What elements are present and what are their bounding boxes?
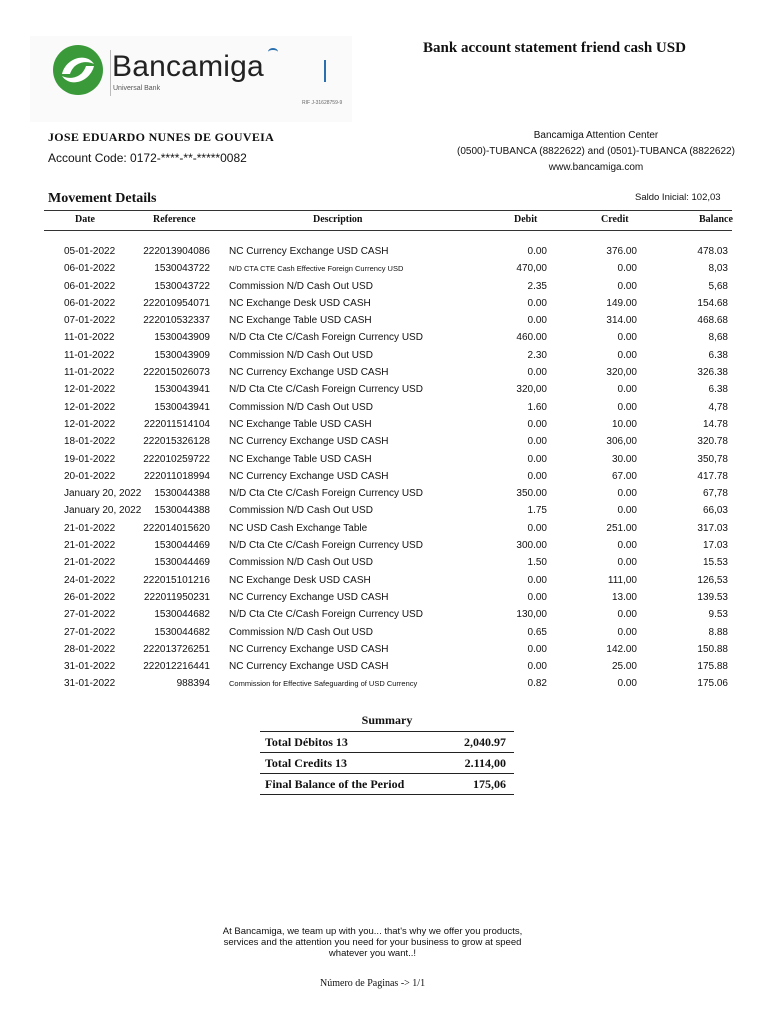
row-credit: 30.00 — [611, 453, 637, 465]
table-row — [0, 296, 768, 313]
footer-line-3: whatever you want..! — [328, 948, 417, 959]
row-description: NC Currency Exchange USD CASH — [229, 367, 389, 379]
header-debit: Debit — [514, 214, 538, 225]
row-reference: 1530044469 — [154, 557, 210, 569]
row-description: NC Exchange Desk USD CASH — [229, 574, 371, 586]
row-credit: 0.00 — [617, 332, 637, 344]
row-description: Commission N/D Cash Out USD — [229, 626, 373, 638]
row-date: 12-01-2022 — [64, 384, 116, 396]
row-credit: 0.00 — [617, 401, 637, 413]
row-balance: 4,78 — [708, 401, 728, 413]
table-row — [0, 676, 768, 693]
row-reference: 1530043722 — [154, 280, 210, 292]
row-description: N/D Cta Cte C/Cash Foreign Currency USD — [229, 384, 423, 396]
summary-row — [260, 752, 514, 773]
row-reference: 222015326128 — [143, 436, 210, 448]
row-reference: 1530044682 — [154, 626, 210, 638]
table-row — [0, 400, 768, 417]
header-date: Date — [75, 214, 95, 225]
row-reference: 1530044388 — [154, 505, 210, 517]
row-credit: 306,00 — [606, 436, 637, 448]
row-date: 28-01-2022 — [64, 643, 116, 655]
row-reference: 222010259722 — [143, 453, 210, 465]
header-description: Description — [313, 214, 363, 225]
row-description: NC Exchange Table USD CASH — [229, 315, 372, 327]
row-date: 31-01-2022 — [64, 678, 116, 690]
row-balance: 6.38 — [708, 384, 728, 396]
row-balance: 9.53 — [708, 609, 728, 621]
summary-label: Final Balance of the Period — [265, 777, 405, 791]
row-reference: 222011514104 — [144, 418, 210, 430]
row-debit: 350.00 — [516, 488, 547, 500]
summary-value: 2,040.97 — [464, 735, 506, 749]
account-code: Account Code: 0172-****-**-*****0082 — [48, 151, 247, 165]
row-credit: 0.00 — [617, 540, 637, 552]
table-row — [0, 625, 768, 642]
summary-row — [260, 731, 514, 752]
row-credit: 0.00 — [617, 349, 637, 361]
document-title: Bank account statement friend cash USD — [423, 40, 686, 56]
row-debit: 320,00 — [516, 384, 547, 396]
row-debit: 0.00 — [527, 470, 547, 482]
row-credit: 25.00 — [611, 661, 637, 673]
row-debit: 0.82 — [527, 678, 547, 690]
row-balance: 468.68 — [697, 315, 728, 327]
initial-balance: Saldo Inicial: 102,03 — [635, 192, 721, 203]
row-date: 21-01-2022 — [64, 540, 116, 552]
table-row — [0, 590, 768, 607]
row-balance: 150.88 — [697, 643, 728, 655]
table-row — [0, 452, 768, 469]
logo-divider — [110, 50, 111, 96]
row-date: 05-01-2022 — [64, 246, 116, 257]
row-credit: 10.00 — [611, 418, 637, 430]
table-row — [0, 503, 768, 520]
bancamiga-logo-icon — [52, 44, 104, 96]
summary-label: Total Credits 13 — [265, 756, 348, 770]
row-balance: 6.38 — [708, 349, 728, 361]
table-row — [0, 659, 768, 676]
table-row — [0, 365, 768, 382]
row-balance: 8.88 — [708, 626, 728, 638]
movement-table-body — [0, 244, 768, 694]
row-reference: 222011018994 — [144, 470, 210, 482]
client-name: JOSE EDUARDO NUNES DE GOUVEIA — [48, 130, 275, 144]
summary-row — [260, 773, 514, 795]
header-credit: Credit — [601, 214, 629, 225]
row-reference: 222015026073 — [143, 367, 210, 379]
row-date: 18-01-2022 — [64, 436, 116, 448]
row-debit: 300.00 — [516, 540, 547, 552]
table-row — [0, 313, 768, 330]
row-credit: 0.00 — [617, 280, 637, 292]
row-debit: 130,00 — [516, 609, 547, 621]
movement-details-title: Movement Details — [48, 191, 157, 206]
table-row — [0, 521, 768, 538]
table-row — [0, 279, 768, 296]
row-date: January 20, 2022 — [64, 505, 142, 517]
attention-title: Bancamiga Attention Center — [533, 130, 659, 141]
row-description: Commission N/D Cash Out USD — [229, 557, 373, 569]
table-row — [0, 486, 768, 503]
row-credit: 142.00 — [606, 643, 637, 655]
table-row — [0, 348, 768, 365]
row-description: NC Currency Exchange USD CASH — [229, 661, 389, 673]
attention-phones: (0500)-TUBANCA (8822622) and (0501)-TUBANCA (8822622) — [457, 146, 735, 157]
row-reference: 1530043909 — [154, 332, 210, 344]
row-reference: 1530043722 — [154, 263, 210, 275]
row-date: 31-01-2022 — [64, 661, 116, 673]
row-balance: 317.03 — [697, 522, 728, 534]
row-credit: 251.00 — [606, 522, 637, 534]
row-description: N/D Cta Cte C/Cash Foreign Currency USD — [229, 332, 423, 344]
row-description: NC USD Cash Exchange Table — [229, 522, 368, 534]
footer-message — [200, 926, 545, 959]
row-debit: 470,00 — [516, 263, 547, 275]
row-balance: 139.53 — [697, 591, 728, 603]
row-debit: 0.00 — [527, 643, 547, 655]
row-date: 19-01-2022 — [64, 453, 116, 465]
table-row — [0, 382, 768, 399]
row-credit: 0.00 — [617, 384, 637, 396]
row-debit: 2.30 — [527, 349, 547, 361]
row-date: 24-01-2022 — [64, 574, 116, 586]
row-balance: 8,68 — [708, 332, 728, 344]
row-date: 26-01-2022 — [64, 591, 116, 603]
row-credit: 149.00 — [606, 297, 637, 309]
row-reference: 1530043941 — [154, 384, 210, 396]
rif-number: RIF J-31628759-9 — [302, 100, 343, 106]
row-credit: 0.00 — [617, 678, 637, 690]
row-debit: 2.35 — [527, 280, 547, 292]
table-row — [0, 261, 768, 278]
row-credit: 0.00 — [617, 626, 637, 638]
row-description: N/D Cta Cte C/Cash Foreign Currency USD — [229, 609, 423, 621]
row-date: 06-01-2022 — [64, 263, 116, 275]
row-date: 11-01-2022 — [64, 332, 115, 344]
row-debit: 1.75 — [527, 505, 547, 517]
row-reference: 222011950231 — [144, 591, 210, 603]
row-debit: 0.00 — [527, 246, 547, 257]
row-description: NC Currency Exchange USD CASH — [229, 246, 389, 257]
row-description: N/D Cta Cte C/Cash Foreign Currency USD — [229, 540, 423, 552]
summary-title: Summary — [361, 713, 413, 727]
table-row — [0, 607, 768, 624]
row-debit: 0.00 — [527, 418, 547, 430]
row-balance: 175.88 — [697, 661, 728, 673]
row-credit: 0.00 — [617, 609, 637, 621]
row-date: January 20, 2022 — [64, 488, 142, 500]
summary-table — [260, 731, 514, 795]
row-debit: 0.00 — [527, 591, 547, 603]
row-date: 27-01-2022 — [64, 609, 116, 621]
row-reference: 222014015620 — [143, 522, 210, 534]
brand-name: Bancamiga — [112, 50, 264, 83]
row-debit: 0.00 — [527, 436, 547, 448]
row-balance: 350,78 — [697, 453, 728, 465]
row-balance: 15.53 — [702, 557, 728, 569]
table-row — [0, 434, 768, 451]
table-row — [0, 469, 768, 486]
row-description: Commission N/D Cash Out USD — [229, 349, 373, 361]
table-top-rule — [44, 210, 732, 211]
row-description: NC Exchange Table USD CASH — [229, 453, 372, 465]
row-date: 21-01-2022 — [64, 557, 116, 569]
row-reference: 222010954071 — [143, 297, 210, 309]
table-row — [0, 573, 768, 590]
row-reference: 222013726251 — [143, 643, 210, 655]
summary-value: 2.114,00 — [464, 756, 506, 770]
header-reference: Reference — [153, 214, 196, 225]
row-balance: 66,03 — [702, 505, 728, 517]
row-date: 20-01-2022 — [64, 470, 116, 482]
row-description: NC Currency Exchange USD CASH — [229, 470, 389, 482]
row-date: 06-01-2022 — [64, 280, 116, 292]
row-description: NC Currency Exchange USD CASH — [229, 436, 389, 448]
header-balance: Balance — [699, 214, 733, 225]
page-number: Número de Paginas -> 1/1 — [320, 978, 426, 989]
row-reference: 1530044388 — [154, 488, 210, 500]
row-description: N/D CTA CTE Cash Effective Foreign Currency USD — [229, 264, 404, 274]
table-row — [0, 642, 768, 659]
table-row — [0, 538, 768, 555]
row-date: 21-01-2022 — [64, 522, 116, 534]
row-date: 11-01-2022 — [64, 349, 115, 361]
logo-decoration-bar — [324, 60, 326, 82]
row-credit: 0.00 — [617, 488, 637, 500]
row-credit: 13.00 — [611, 591, 637, 603]
row-date: 27-01-2022 — [64, 626, 116, 638]
row-balance: 175.06 — [697, 678, 728, 690]
row-description: Commission N/D Cash Out USD — [229, 505, 373, 517]
footer-line-2: services and the attention you need for your business to grow at speed — [223, 937, 522, 948]
row-debit: 0.00 — [527, 367, 547, 379]
row-reference: 222015101216 — [143, 574, 210, 586]
row-credit: 0.00 — [617, 557, 637, 569]
row-description: NC Exchange Table USD CASH — [229, 418, 372, 430]
table-header-rule — [44, 230, 732, 231]
row-balance: 8,03 — [708, 263, 728, 275]
row-credit: 320,00 — [606, 367, 637, 379]
row-description: Commission N/D Cash Out USD — [229, 280, 373, 292]
row-balance: 17.03 — [702, 540, 728, 552]
attention-center — [440, 128, 752, 176]
row-debit: 0.00 — [527, 661, 547, 673]
row-description: NC Exchange Desk USD CASH — [229, 297, 371, 309]
row-balance: 126,53 — [697, 574, 728, 586]
row-reference: 222010532337 — [143, 315, 210, 327]
table-row — [0, 555, 768, 572]
row-balance: 478.03 — [697, 246, 728, 257]
row-credit: 111,00 — [607, 574, 637, 586]
row-debit: 0.00 — [527, 315, 547, 327]
row-balance: 320.78 — [697, 436, 728, 448]
row-description: NC Currency Exchange USD CASH — [229, 643, 389, 655]
row-description: N/D Cta Cte C/Cash Foreign Currency USD — [229, 488, 423, 500]
row-credit: 0.00 — [617, 263, 637, 275]
row-description: Commission for Effective Safeguarding of USD Currency — [229, 679, 418, 689]
row-date: 12-01-2022 — [64, 401, 116, 413]
summary-value: 175,06 — [473, 777, 506, 791]
row-balance: 154.68 — [697, 297, 728, 309]
row-reference: 222013904086 — [143, 246, 210, 257]
row-debit: 1.50 — [527, 557, 547, 569]
table-row — [0, 244, 768, 261]
summary-label: Total Débitos 13 — [265, 735, 348, 749]
row-date: 11-01-2022 — [64, 367, 115, 379]
attention-website[interactable]: www.bancamiga.com — [548, 162, 644, 173]
row-credit: 67.00 — [611, 470, 637, 482]
row-reference: 1530043909 — [154, 349, 210, 361]
row-description: Commission N/D Cash Out USD — [229, 401, 373, 413]
row-debit: 0.00 — [527, 574, 547, 586]
row-description: NC Currency Exchange USD CASH — [229, 591, 389, 603]
row-balance: 14.78 — [702, 418, 728, 430]
row-debit: 1.60 — [527, 401, 547, 413]
logo-decoration — [268, 48, 278, 56]
row-date: 07-01-2022 — [64, 315, 116, 327]
row-reference: 1530043941 — [154, 401, 210, 413]
row-credit: 314.00 — [606, 315, 637, 327]
row-date: 12-01-2022 — [64, 418, 116, 430]
row-debit: 0.00 — [527, 297, 547, 309]
row-balance: 326.38 — [697, 367, 728, 379]
row-balance: 67,78 — [702, 488, 728, 500]
row-reference: 1530044469 — [154, 540, 210, 552]
row-balance: 417.78 — [697, 470, 728, 482]
table-row — [0, 330, 768, 347]
row-credit: 0.00 — [617, 505, 637, 517]
row-credit: 376.00 — [606, 246, 637, 257]
row-reference: 988394 — [176, 678, 210, 690]
row-debit: 0.00 — [527, 522, 547, 534]
brand-subtitle: Universal Bank — [113, 85, 161, 92]
row-balance: 5,68 — [708, 280, 728, 292]
row-date: 06-01-2022 — [64, 297, 116, 309]
row-debit: 0.65 — [527, 626, 547, 638]
row-debit: 0.00 — [527, 453, 547, 465]
table-row — [0, 417, 768, 434]
row-debit: 460.00 — [516, 332, 547, 344]
row-reference: 1530044682 — [154, 609, 210, 621]
row-reference: 222012216441 — [143, 661, 210, 673]
footer-line-1: At Bancamiga, we team up with you... that's why we offer you products, — [222, 926, 523, 937]
